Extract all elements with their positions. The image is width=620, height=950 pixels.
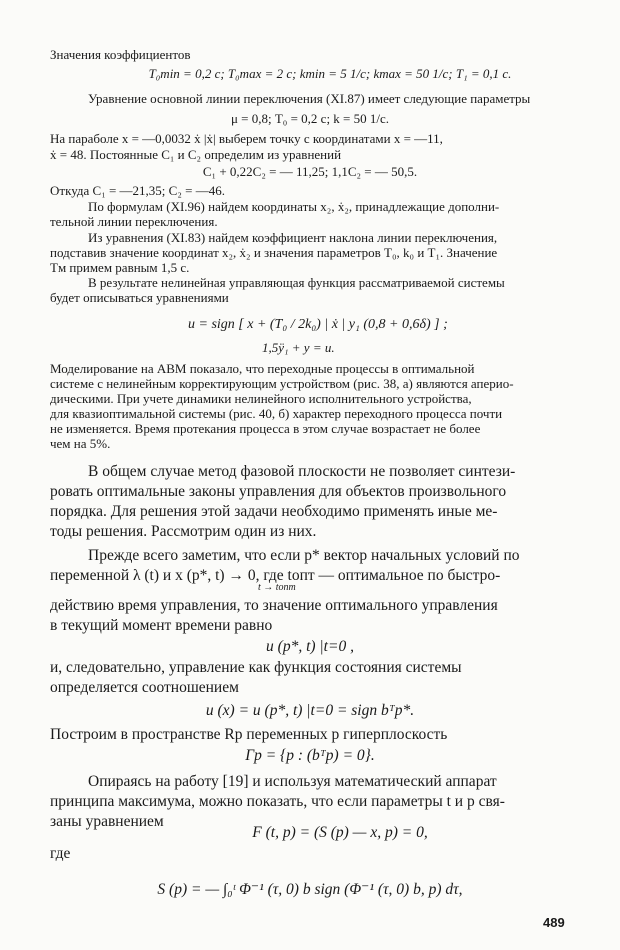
paragraph-result-line2: будет описываться уравнениями <box>50 290 229 305</box>
paragraph-parabola-line2: ẋ = 48. Постоянные C₁ и C₂ определим из уравнений <box>50 147 342 162</box>
paragraph-general-line4: тоды решения. Рассмотрим один из них. <box>50 523 317 540</box>
paragraph-modeling-line5: не изменяется. Время протекания процесса в этом случае возрастает не более <box>50 421 481 436</box>
paragraph-modeling-line6: чем на 5%. <box>50 436 111 451</box>
constants-equations: C₁ + 0,22C₂ = — 11,25; 1,1C₂ = — 50,5. <box>202 164 418 179</box>
paragraph-modeling-line3: дическими. При учете динамики нелинейного исполнительного устройства, <box>50 391 472 406</box>
paragraph-result-line1: В результате нелинейная управляющая функция рассматриваемой системы <box>88 275 505 290</box>
paragraph-slope-line1: Из уравнения (XI.83) найдем коэффициент наклона линии переключения, <box>88 230 498 245</box>
coefficients-heading: Значения коэффициентов <box>50 47 191 62</box>
limit-subscript: t → tопт <box>258 582 296 593</box>
page-number: 489 <box>543 915 565 930</box>
S-integral-formula: S (p) = — ∫₀ᵗ Φ⁻¹ (τ, 0) b sign (Φ⁻¹ (τ, 0) b, p) dτ, <box>157 881 463 898</box>
paragraph-modeling-line2: системе с нелинейным корректирующим устройством (рис. 38, а) являются аперио- <box>50 376 514 391</box>
paragraph-state-line2: определяется соотношением <box>50 679 239 696</box>
state-control-formula: u (x) = u (p*, t) |t=0 = sign bᵀp*. <box>205 702 415 719</box>
paragraph-slope-line2: подставив значение координат x₂, ẋ₂ и значения параметров T₀, k₀ и T₁. Значение <box>50 245 498 260</box>
constants-result: Откуда C₁ = —21,35; C₂ = —46. <box>50 183 225 198</box>
paragraph-general-line3: порядка. Для решения этой задачи необходимо применять иные ме- <box>50 503 498 520</box>
main-line-params-formula: μ = 0,8; T₀ = 0,2 с; k = 50 1/с. <box>230 111 390 126</box>
paragraph-notice-line4: в текущий момент времени равно <box>50 617 273 634</box>
where-word: где <box>50 845 71 862</box>
control-function-formula: u = sign [ x + (T₀ / 2k₀) | ẋ | y₁ (0,8 + 0,6δ) ] ; <box>188 317 448 332</box>
paragraph-parabola-line1: На параболе x = —0,0032 ẋ |ẋ| выберем точку с координатами x = —11, <box>50 131 443 146</box>
paragraph-general-line2: ровать оптимальные законы управления для объектов произвольного <box>50 483 507 500</box>
hyperplane-formula: Γp = {p : (bᵀp) = 0}. <box>245 747 375 764</box>
paragraph-modeling-line4: для квазиоптимальной системы (рис. 40, б) характер переходного процесса почти <box>50 406 503 421</box>
paragraph-principle-line3: заны уравнением <box>50 813 164 830</box>
paragraph-notice-line3: действию время управления, то значение оптимального управления <box>50 597 498 614</box>
control-function-formula-2: 1,5ÿ₁ + y = u. <box>262 340 335 355</box>
main-line-params-text: Уравнение основной линии переключения (XI.87) имеет следующие параметры <box>88 91 531 106</box>
F-equation: F (t, p) = (S (p) — x, p) = 0, <box>252 824 428 841</box>
paragraph-formulas-line1: По формулам (XI.96) найдем координаты x₂, ẋ₂, принадлежащие дополни- <box>88 199 500 214</box>
paragraph-modeling-line1: Моделирование на АВМ показало, что переходные процессы в оптимальной <box>50 361 475 376</box>
paragraph-notice-line1: Прежде всего заметим, что если p* вектор начальных условий по <box>88 547 520 564</box>
paragraph-formulas-line2: тельной линии переключения. <box>50 214 218 229</box>
paragraph-principle-line1: Опираясь на работу [19] и используя математический аппарат <box>88 773 497 790</box>
paragraph-principle-line2: принципа максимума, можно показать, что если параметры t и p свя- <box>50 793 505 810</box>
hyperplane-sentence: Построим в пространстве Rp переменных p гиперплоскость <box>50 726 448 743</box>
coefficient-values: T₀min = 0,2 с; T₀max = 2 с; kmin = 5 1/с; kmax = 50 1/с; T₁ = 0,1 с. <box>148 66 512 81</box>
paragraph-slope-line3: Tм примем равным 1,5 с. <box>50 260 190 275</box>
control-value-formula: u (p*, t) |t=0 , <box>266 638 354 655</box>
paragraph-notice-line2: переменной λ (t) и x (p*, t) → 0, где tопт — оптимальное по быстро- <box>50 567 501 584</box>
paragraph-state-line1: и, следовательно, управление как функция состояния системы <box>50 659 462 676</box>
paragraph-general-line1: В общем случае метод фазовой плоскости не позволяет синтези- <box>88 463 516 480</box>
